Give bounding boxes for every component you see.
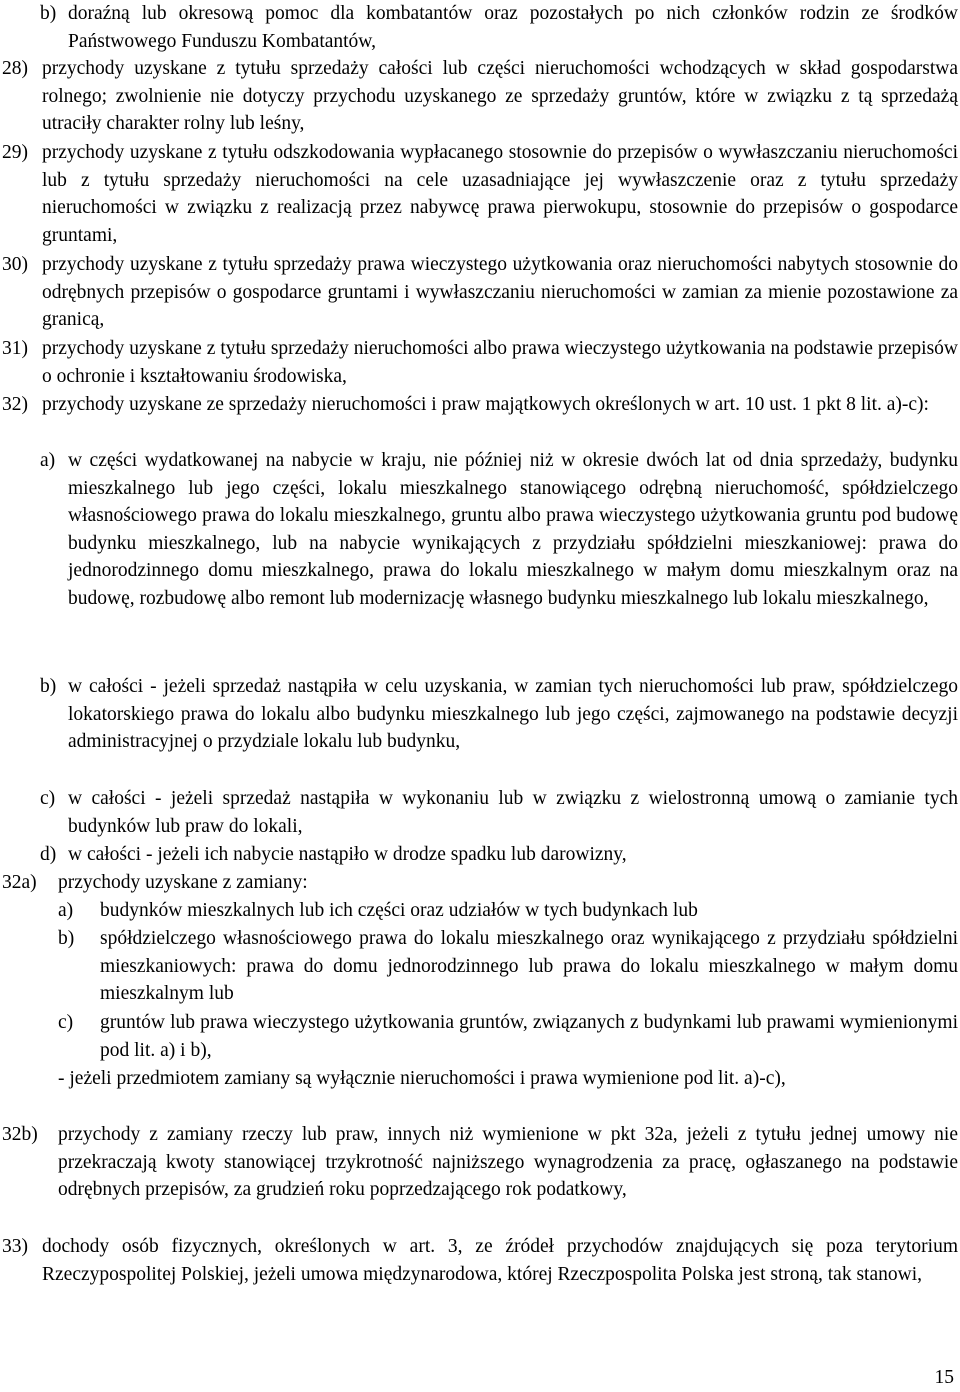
item-number: b) (40, 3, 57, 24)
item-number: c) (58, 1012, 74, 1033)
item-text: przychody uzyskane z zamiany: (58, 872, 308, 893)
item-number: b) (40, 676, 57, 697)
list-item-32a-a (0, 897, 958, 925)
item-number: d) (40, 844, 57, 865)
page-number: 15 (934, 1367, 954, 1388)
list-item-32-c (0, 785, 958, 840)
item-text: spółdzielczego własnościowego prawa do lokalu mieszkalnego oraz wynikającego z przydziału spółdzielni mieszkaniowych: prawa do domu jednorodzinnego lub prawa do lokalu mieszkalnego w małym domu mieszkalnym lub (100, 928, 958, 1005)
item-text: w części wydatkowanej na nabycie w kraju, nie później niż w okresie dwóch lat od dnia sprzedaży, budynku mieszkalnego lub jego części, lokalu mieszkalnego stanowiącego odrębną nieruchomość, spółdzielczego własnościowego prawa do lokalu mieszkalnego, gruntu albo prawa wieczystego użytkowania gruntu pod budowę budynku mieszkalnego, lub na nabycie wynikających z przydziału spółdzielni mieszkaniowej: prawa do jednorodzinnego domu mieszkalnego, prawa do lokalu mieszkalnego w małym domu mieszkalnym oraz na budowę, rozbudowę albo remont lub modernizację własnego budynku mieszkalnego lub lokalu mieszkalnego, (68, 450, 958, 609)
item-number: 29) (2, 142, 28, 163)
item-number: a) (58, 900, 74, 921)
item-text: gruntów lub prawa wieczystego użytkowania gruntów, związanych z budynkami lub prawami wymienionymi pod lit. a) i b), (100, 1012, 958, 1061)
list-item-32-d (0, 841, 958, 869)
item-text: dochody osób fizycznych, określonych w art. 3, ze źródeł przychodów znajdujących się poza terytorium Rzeczypospolitej Polskiej, jeżeli umowa międzynarodowa, której Rzeczpospolita Polska jest stroną, tak stanowi, (42, 1236, 958, 1285)
item-number: 32) (2, 394, 28, 415)
list-item-32a (0, 869, 958, 897)
item-number: a) (40, 450, 56, 471)
list-item-32-a (0, 447, 958, 613)
list-item-33 (0, 1233, 958, 1288)
item-text: budynków mieszkalnych lub ich części oraz udziałów w tych budynkach lub (100, 900, 698, 921)
item-number: 32a) (2, 872, 37, 893)
list-item-29 (0, 139, 958, 249)
list-item-32a-c (0, 1009, 958, 1064)
item-text: doraźną lub okresową pomoc dla kombatantów oraz pozostałych po nich członków rodzin ze środków Państwowego Funduszu Kombatantów, (68, 3, 958, 52)
list-item-32-b (0, 673, 958, 756)
item-text: przychody uzyskane ze sprzedaży nieruchomości i praw majątkowych określonych w art. 10 ust. 1 pkt 8 lit. a)-c): (42, 394, 929, 415)
item-text: przychody z zamiany rzeczy lub praw, innych niż wymienione w pkt 32a, jeżeli z tytułu jednej umowy nie przekraczają kwoty stanowiącej trzykrotność najniższego wynagrodzenia za pracę, ogłaszanego na podstawie odrębnych przepisów, za grudzień roku poprzedzającego rok podatkowy, (58, 1124, 958, 1201)
item-number: b) (58, 928, 75, 949)
list-item-32a-condition (0, 1065, 958, 1093)
list-item-30 (0, 251, 958, 334)
list-item-32b (0, 1121, 958, 1204)
item-text: w całości - jeżeli ich nabycie nastąpiło w drodze spadku lub darowizny, (68, 844, 627, 865)
item-number: c) (40, 788, 56, 809)
list-item-31 (0, 335, 958, 390)
list-item-32 (0, 391, 958, 419)
item-text: przychody uzyskane z tytułu sprzedaży nieruchomości albo prawa wieczystego użytkowania na podstawie przepisów o ochronie i kształtowaniu środowiska, (42, 338, 958, 387)
item-number: 33) (2, 1236, 28, 1257)
item-number: 31) (2, 338, 28, 359)
item-text: przychody uzyskane z tytułu sprzedaży prawa wieczystego użytkowania oraz nieruchomości nabytych stosownie do odrębnych przepisów o gospodarce gruntami i wywłaszczaniu nieruchomości w zamian za mienie pozostawione za granicą, (42, 254, 958, 331)
item-text: w całości - jeżeli sprzedaż nastąpiła w wykonaniu lub w związku z wielostronną umową o zamianie tych budynków lub praw do lokali, (68, 788, 958, 837)
list-item-32a-b (0, 925, 958, 1008)
item-text: - jeżeli przedmiotem zamiany są wyłącznie nieruchomości i prawa wymienione pod lit. a)-c), (58, 1068, 786, 1089)
item-text: przychody uzyskane z tytułu odszkodowania wypłacanego stosownie do przepisów o wywłaszczaniu nieruchomości lub z tytułu sprzedaży nieruchomości na cele uzasadniające jej wywłaszczenie oraz z tytułu sprzedaży nieruchomości w związku z realizacją przez nabywcę prawa pierwokupu, stosownie do przepisów o gospodarce gruntami, (42, 142, 958, 246)
item-number: 30) (2, 254, 28, 275)
item-number: 28) (2, 58, 28, 79)
item-number: 32b) (2, 1124, 38, 1145)
item-text: w całości - jeżeli sprzedaż nastąpiła w celu uzyskania, w zamian tych nieruchomości lub praw, spółdzielczego lokatorskiego prawa do lokalu albo budynku mieszkalnego lub jego części, zajmowanego na podstawie decyzji administracyjnej o przydziale lokalu lub budynku, (68, 676, 958, 753)
list-item-b-kombatanci (0, 0, 958, 55)
list-item-28 (0, 55, 958, 138)
item-text: przychody uzyskane z tytułu sprzedaży całości lub części nieruchomości wchodzących w skład gospodarstwa rolnego; zwolnienie nie dotyczy przychodu uzyskanego ze sprzedaży gruntów, które w związku z tą sprzedażą utraciły charakter rolny lub leśny, (42, 58, 958, 135)
